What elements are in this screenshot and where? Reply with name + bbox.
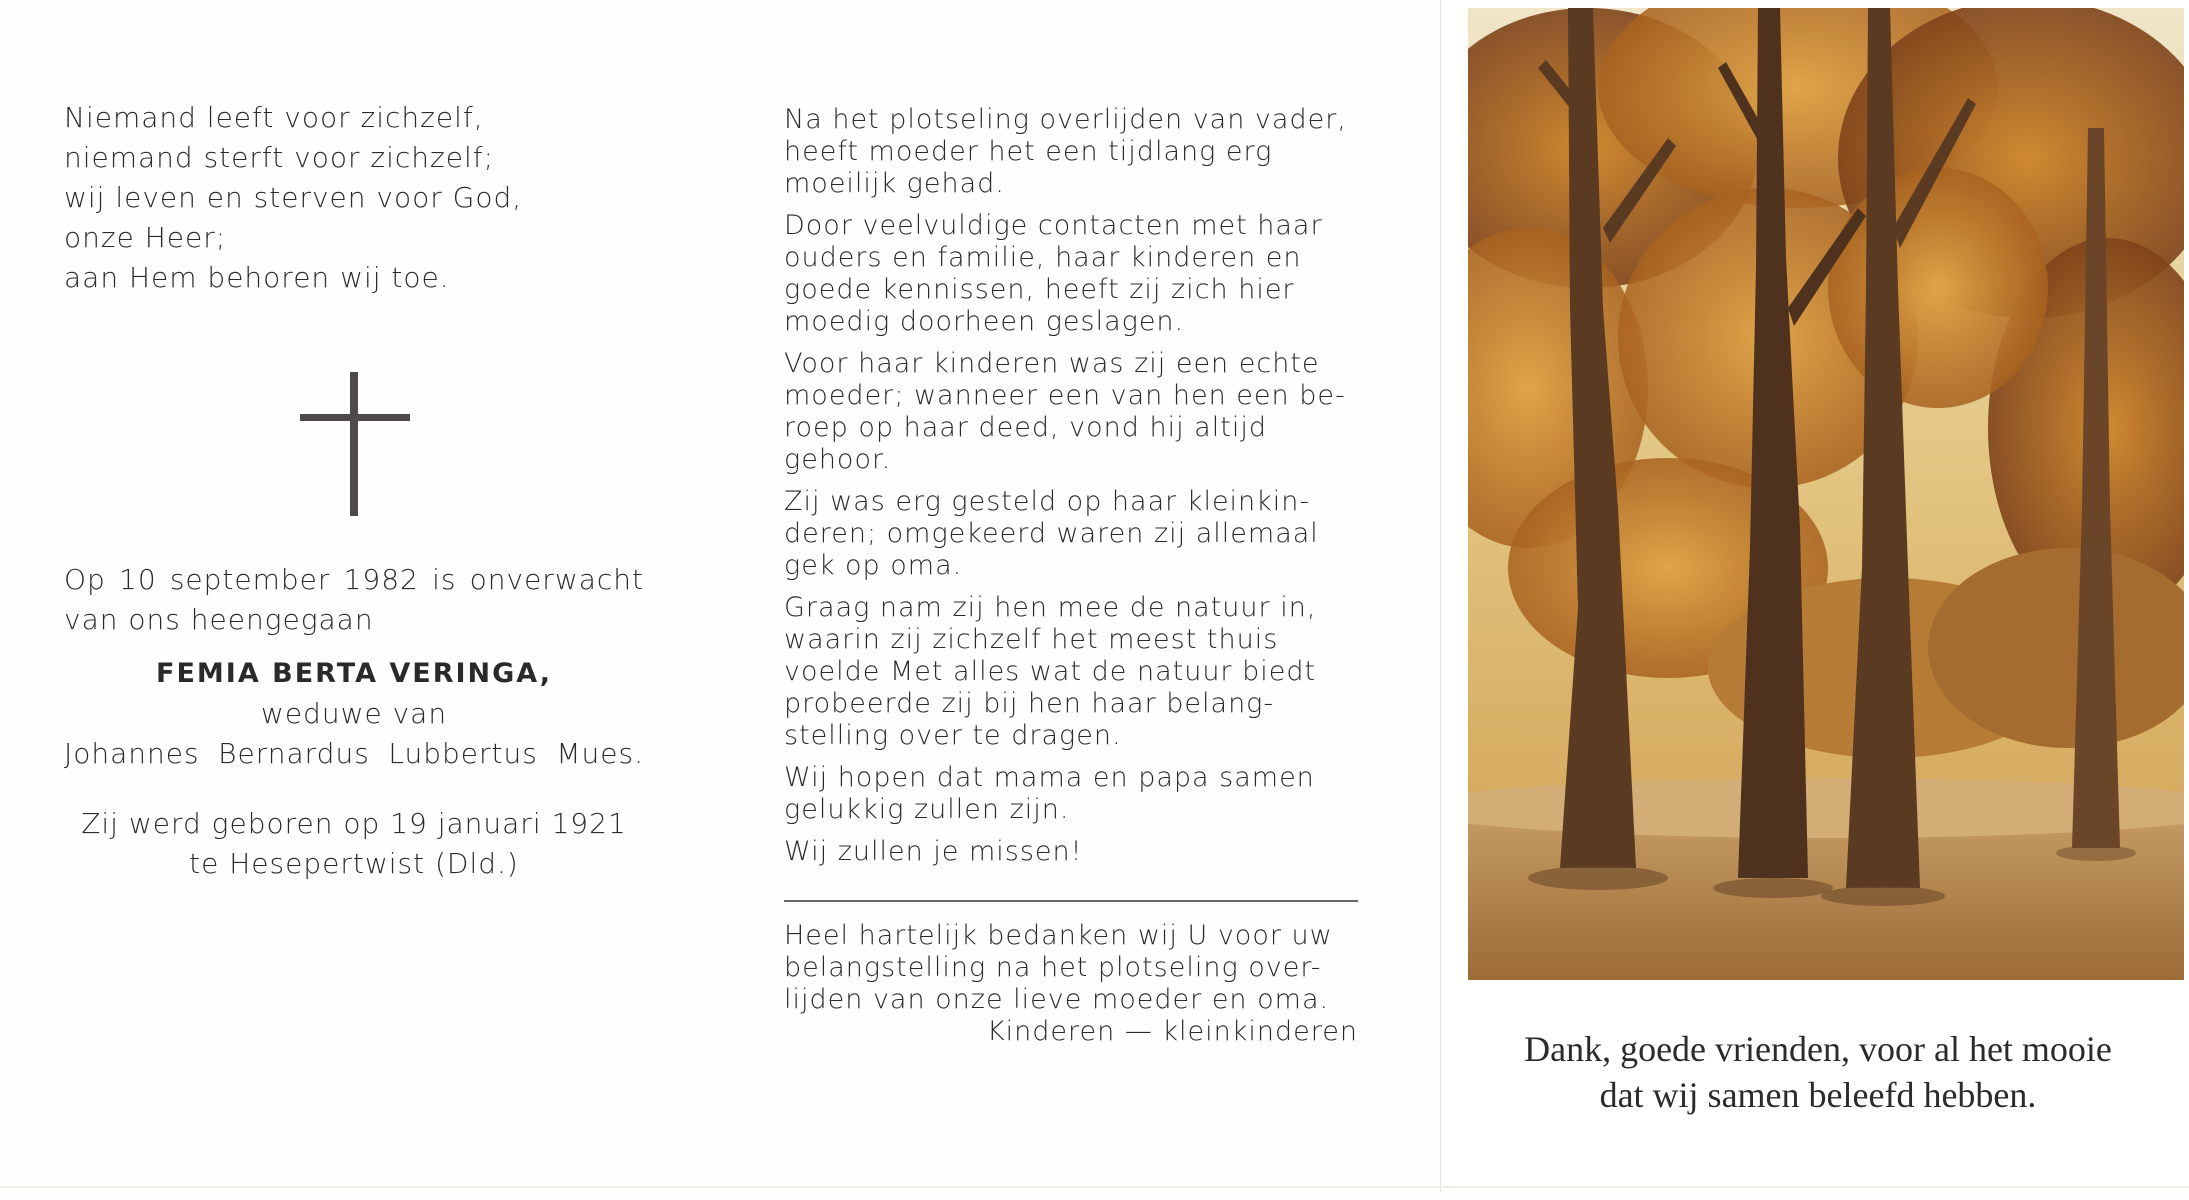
verse-line: Niemand leeft voor zichzelf, xyxy=(64,101,484,134)
photo-caption xyxy=(1448,1026,2188,1118)
text-line: Voor haar kinderen was zij een echte xyxy=(784,348,1320,379)
remembrance-paragraph xyxy=(784,104,1358,200)
text-line: moeder; wanneer een van hen een be- xyxy=(784,380,1346,411)
caption-line: dat wij samen beleefd hebben. xyxy=(1599,1075,2037,1115)
text-line: Wij zullen je missen! xyxy=(784,836,1083,867)
remembrance-paragraph xyxy=(784,762,1358,826)
verse-line: aan Hem behoren wij toe. xyxy=(64,261,450,294)
text-line: gek op oma. xyxy=(784,550,963,581)
text-line: goede kennissen, heeft zij zich hier xyxy=(784,274,1295,305)
announcement-date-line: Op 10 september 1982 is onverwacht xyxy=(64,563,644,596)
signature: Kinderen — kleinkinderen xyxy=(986,1016,1358,1047)
thanks-note xyxy=(784,920,1358,1048)
autumn-forest-photo xyxy=(1468,8,2184,980)
text-line: waarin zij zichzelf het meest thuis xyxy=(784,624,1279,655)
birth-date-line: Zij werd geboren op 19 januari 1921 xyxy=(81,807,627,840)
text-line: Wij hopen dat mama en papa samen xyxy=(784,762,1315,793)
verse-line: onze Heer; xyxy=(64,221,227,254)
text-line: gehoor. xyxy=(784,444,892,475)
verse-line: wij leven en sterven voor God, xyxy=(64,181,523,214)
text-line: voelde Met alles wat de natuur biedt xyxy=(784,656,1317,687)
text-line: deren; omgekeerd waren zij allemaal xyxy=(784,518,1319,549)
announcement-line: van ons heengegaan xyxy=(64,603,374,636)
text-line: Graag nam zij hen mee de natuur in, xyxy=(784,592,1317,623)
text-line: Door veelvuldige contacten met haar xyxy=(784,210,1323,241)
cross-icon xyxy=(300,372,410,516)
text-line: stelling over te dragen. xyxy=(784,720,1122,751)
death-announcement xyxy=(64,560,644,884)
remembrance-paragraph xyxy=(784,486,1358,582)
left-panel xyxy=(0,0,700,1192)
card-edge xyxy=(0,1186,2189,1188)
verse-line: niemand sterft voor zichzelf; xyxy=(64,141,495,174)
text-line: moedig doorheen geslagen. xyxy=(784,306,1185,337)
husband-name: Johannes Bernardus Lubbertus Mues. xyxy=(64,737,644,770)
text-line: heeft moeder het een tijdlang erg xyxy=(784,136,1273,167)
text-line: Zij was erg gesteld op haar kleinkin- xyxy=(784,486,1311,517)
text-line: Heel hartelijk bedanken wij U voor uw xyxy=(784,920,1333,951)
remembrance-closing xyxy=(784,836,1358,868)
text-line: Na het plotseling overlijden van vader, xyxy=(784,104,1347,135)
text-line: lijden van onze lieve moeder en oma. xyxy=(784,984,1330,1015)
scripture-verse xyxy=(64,98,664,298)
divider-line xyxy=(784,900,1358,902)
text-line: moeilijk gehad. xyxy=(784,168,1005,199)
remembrance-paragraph xyxy=(784,348,1358,476)
text-line: roep op haar deed, vond hij altijd xyxy=(784,412,1267,443)
remembrance-text xyxy=(784,104,1358,878)
text-line: ouders en familie, haar kinderen en xyxy=(784,242,1302,273)
caption-line: Dank, goede vrienden, voor al het mooie xyxy=(1524,1029,2112,1069)
widow-of-label: weduwe van xyxy=(260,697,448,730)
remembrance-paragraph xyxy=(784,210,1358,338)
text-line: belangstelling na het plotseling over- xyxy=(784,952,1322,983)
text-line: gelukkig zullen zijn. xyxy=(784,794,1070,825)
remembrance-paragraph xyxy=(784,592,1358,752)
text-line: probeerde zij bij hen haar belang- xyxy=(784,688,1275,719)
birth-place-line: te Hesepertwist (Dld.) xyxy=(189,847,519,880)
deceased-name: FEMIA BERTA VERINGA, xyxy=(156,658,552,689)
